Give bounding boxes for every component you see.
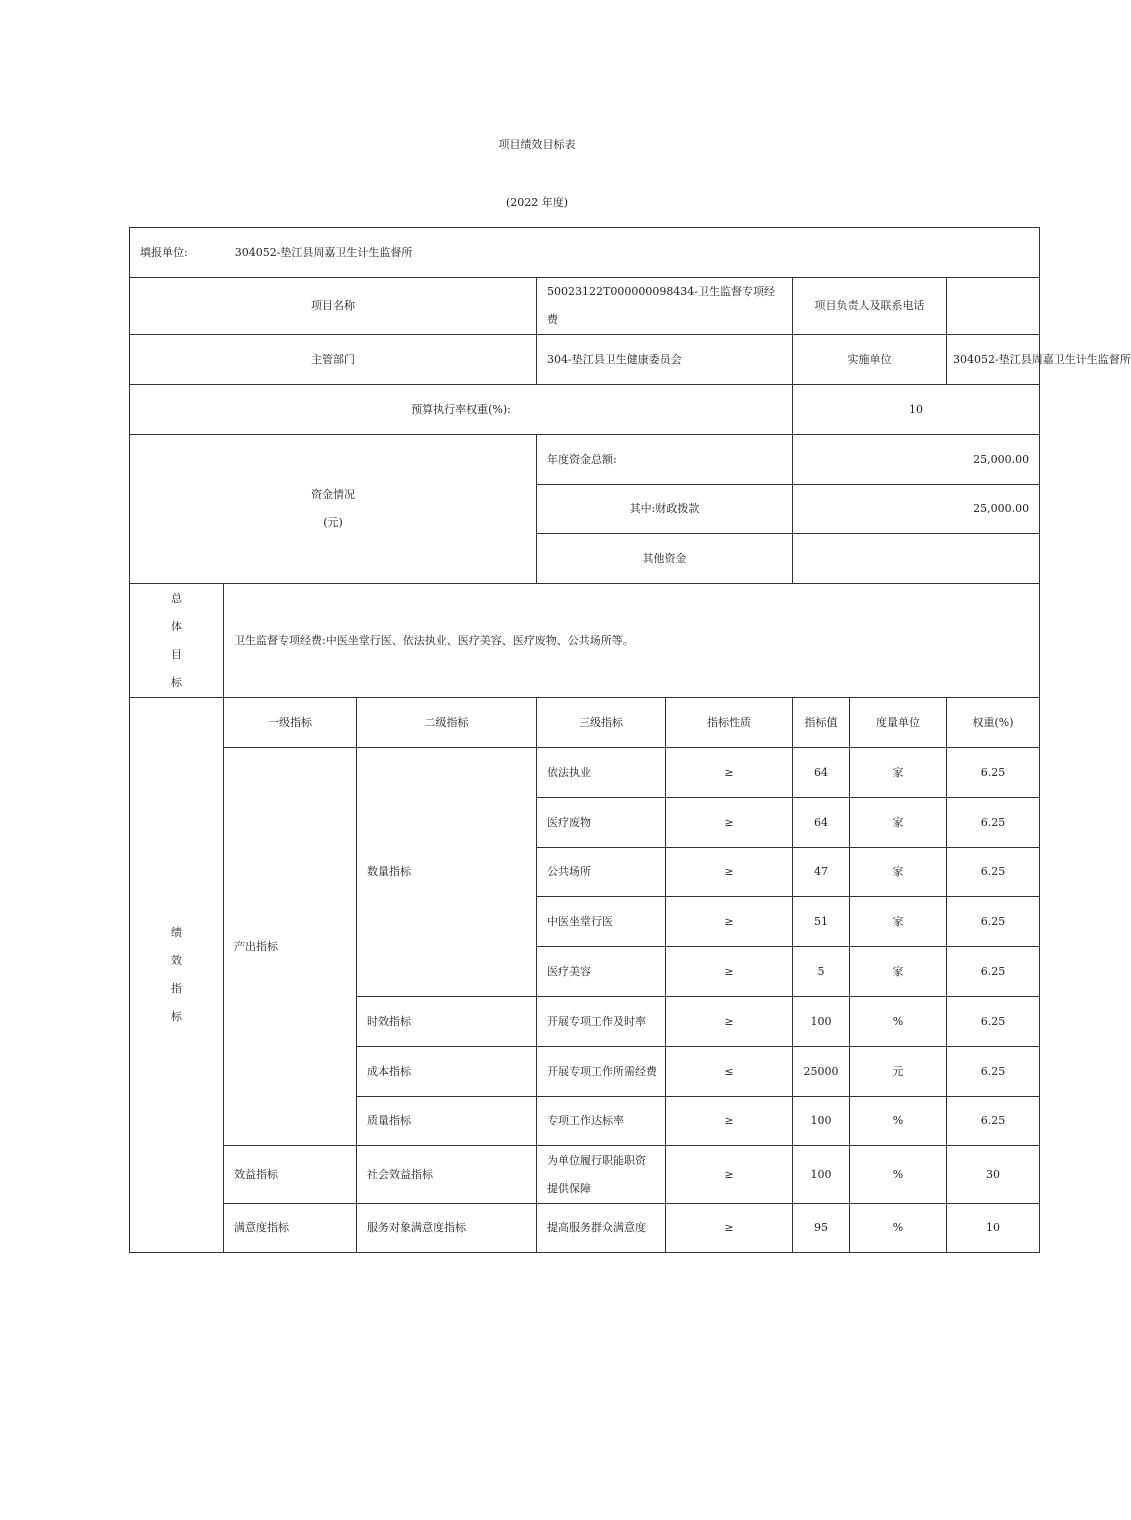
overall-goal-char: 体 [171, 619, 182, 633]
fill-unit-row [130, 228, 1040, 278]
level3-name: 开展专项工作所需经费 [537, 1047, 666, 1097]
indicator-nature: ≥ [666, 997, 793, 1047]
indicator-nature: ≥ [666, 748, 793, 798]
fill-unit-label: 填报单位: [140, 245, 188, 259]
indicator-weight: 30 [947, 1146, 1040, 1204]
level2-quality: 质量指标 [357, 1097, 537, 1146]
overall-goal-label [130, 584, 224, 698]
indicator-value: 5 [793, 947, 850, 997]
indicator-value: 64 [793, 798, 850, 848]
level3-name: 公共场所 [537, 848, 666, 897]
col-header-value: 指标值 [793, 698, 850, 748]
indicator-weight: 6.25 [947, 897, 1040, 947]
dept-label: 主管部门 [130, 335, 537, 385]
level1-output: 产出指标 [224, 748, 357, 1146]
fill-unit-value: 304052-垫江县周嘉卫生计生监督所 [234, 245, 413, 259]
funds-unit-label: (元) [323, 516, 343, 529]
indicator-nature: ≥ [666, 947, 793, 997]
indicator-unit: % [850, 1097, 947, 1146]
indicator-value: 47 [793, 848, 850, 897]
indicator-weight: 10 [947, 1204, 1040, 1253]
performance-char: 效 [171, 954, 182, 967]
indicator-unit: % [850, 997, 947, 1047]
funds-other-value [793, 534, 1040, 584]
level2-social: 社会效益指标 [357, 1146, 537, 1204]
performance-header-row [130, 698, 1040, 748]
performance-label [130, 698, 224, 1253]
project-name-value: 50023122T000000098434-卫生监督专项经费 [537, 278, 793, 335]
overall-goal-text: 卫生监督专项经费:中医坐堂行医、依法执业、医疗美容、医疗废物、公共场所等。 [224, 584, 1040, 698]
level3-name: 开展专项工作及时率 [537, 997, 666, 1047]
performance-char: 指 [171, 982, 182, 995]
funds-total-label: 年度资金总额: [537, 435, 793, 485]
indicator-value: 100 [793, 1146, 850, 1204]
level3-name: 中医坐堂行医 [537, 897, 666, 947]
indicator-weight: 6.25 [947, 947, 1040, 997]
indicator-nature: ≥ [666, 798, 793, 848]
indicator-unit: 家 [850, 798, 947, 848]
level3-name: 医疗美容 [537, 947, 666, 997]
indicator-unit: 家 [850, 748, 947, 798]
indicator-nature: ≥ [666, 1146, 793, 1204]
indicator-unit: 元 [850, 1047, 947, 1097]
level1-satisfaction: 满意度指标 [224, 1204, 357, 1253]
indicator-nature: ≥ [666, 848, 793, 897]
indicator-weight: 6.25 [947, 748, 1040, 798]
indicator-nature: ≥ [666, 1204, 793, 1253]
indicator-nature: ≥ [666, 1097, 793, 1146]
budget-weight-label: 预算执行率权重(%): [130, 385, 793, 435]
col-header-unit: 度量单位 [850, 698, 947, 748]
performance-goal-table [129, 227, 1131, 1253]
indicator-value: 51 [793, 897, 850, 947]
page-title: 项目绩效目标表 [498, 138, 576, 151]
indicator-value: 25000 [793, 1047, 850, 1097]
indicator-unit: % [850, 1146, 947, 1204]
level3-name: 为单位履行职能职资提供保障 [537, 1146, 666, 1204]
level2-timeliness: 时效指标 [357, 997, 537, 1047]
overall-goal-row [130, 584, 1040, 698]
indicator-unit: % [850, 1204, 947, 1253]
funds-fiscal-label: 其中:财政拨款 [537, 485, 793, 534]
budget-weight-value: 10 [793, 385, 1040, 435]
table-row [130, 1146, 1040, 1204]
performance-char: 标 [171, 1010, 182, 1023]
col-header-level1: 一级指标 [224, 698, 357, 748]
project-name-row [130, 278, 1040, 335]
level3-name: 专项工作达标率 [537, 1097, 666, 1146]
funds-total-row [130, 435, 1040, 485]
table-row [130, 1204, 1040, 1253]
overall-goal-char: 总 [171, 591, 182, 605]
indicator-value: 100 [793, 997, 850, 1047]
page-subtitle: (2022 年度) [505, 196, 569, 209]
level1-benefit: 效益指标 [224, 1146, 357, 1204]
indicator-weight: 6.25 [947, 997, 1040, 1047]
indicator-nature: ≥ [666, 897, 793, 947]
indicator-nature: ≤ [666, 1047, 793, 1097]
project-name-label: 项目名称 [130, 278, 537, 335]
indicator-unit: 家 [850, 897, 947, 947]
department-row [130, 335, 1040, 385]
level2-quantity: 数量指标 [357, 748, 537, 997]
indicator-value: 100 [793, 1097, 850, 1146]
funds-label-cell [130, 435, 537, 584]
indicator-weight: 6.25 [947, 798, 1040, 848]
indicator-unit: 家 [850, 947, 947, 997]
level3-name: 医疗废物 [537, 798, 666, 848]
funds-label: 资金情况 [311, 488, 355, 501]
indicator-value: 64 [793, 748, 850, 798]
fill-unit-cell [130, 228, 1040, 278]
indicator-unit: 家 [850, 848, 947, 897]
col-header-level3: 三级指标 [537, 698, 666, 748]
indicator-weight: 6.25 [947, 848, 1040, 897]
overall-goal-char: 标 [171, 675, 182, 689]
col-header-weight: 权重(%) [947, 698, 1040, 748]
level3-name: 提高服务群众满意度 [537, 1204, 666, 1253]
indicator-weight: 6.25 [947, 1047, 1040, 1097]
indicator-value: 95 [793, 1204, 850, 1253]
table-row [130, 748, 1040, 798]
overall-goal-char: 目 [171, 647, 182, 661]
dept-value: 304-垫江县卫生健康委员会 [537, 335, 793, 385]
project-lead-label: 项目负责人及联系电话 [793, 278, 947, 335]
budget-weight-row [130, 385, 1040, 435]
col-header-level2: 二级指标 [357, 698, 537, 748]
indicator-weight: 6.25 [947, 1097, 1040, 1146]
project-lead-value [947, 278, 1040, 335]
level2-service: 服务对象满意度指标 [357, 1204, 537, 1253]
impl-unit-label: 实施单位 [793, 335, 947, 385]
col-header-nature: 指标性质 [666, 698, 793, 748]
impl-unit-value: 304052-垫江县周嘉卫生计生监督所 [947, 335, 1040, 385]
level3-name: 依法执业 [537, 748, 666, 798]
performance-char: 绩 [171, 926, 182, 939]
level2-cost: 成本指标 [357, 1047, 537, 1097]
funds-other-label: 其他资金 [537, 534, 793, 584]
funds-total-value: 25,000.00 [793, 435, 1040, 485]
funds-fiscal-value: 25,000.00 [793, 485, 1040, 534]
